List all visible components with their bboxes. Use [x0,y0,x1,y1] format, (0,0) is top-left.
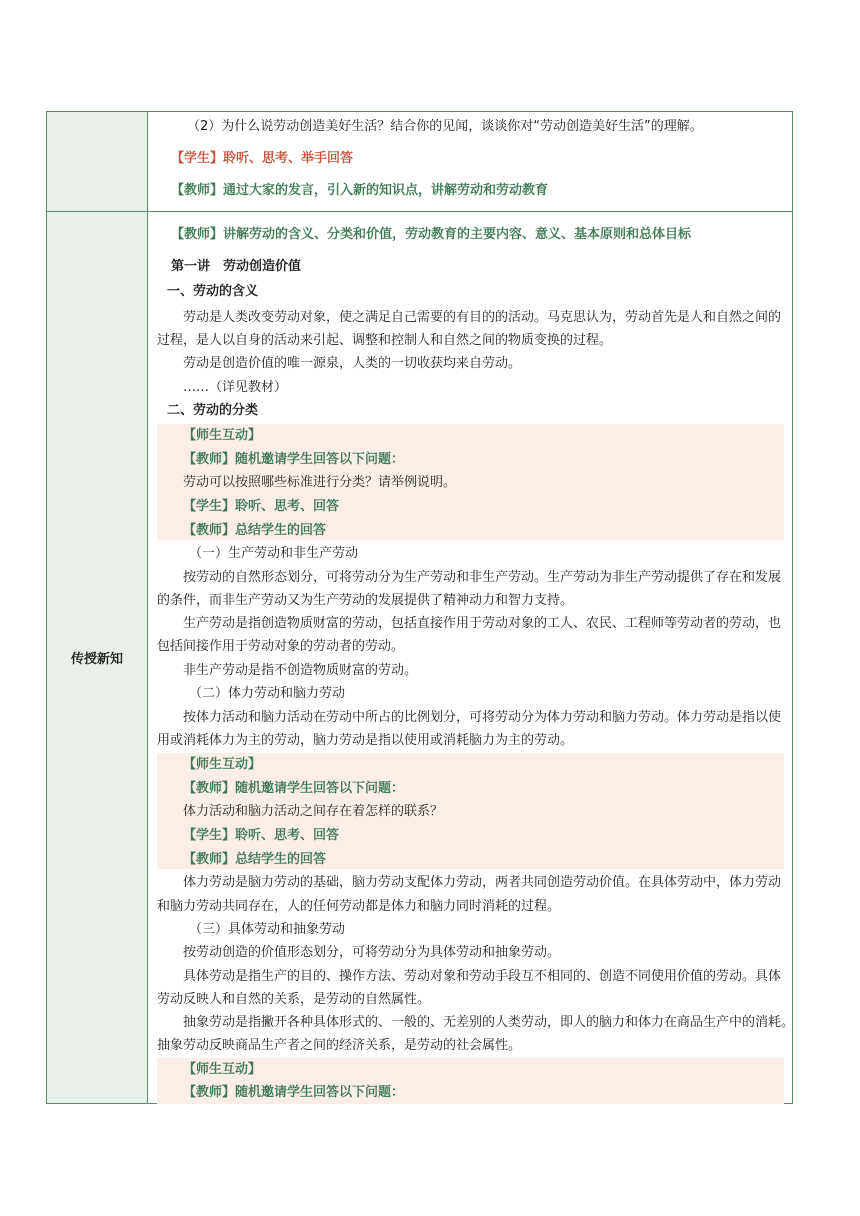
row-label: 传授新知 [70,652,123,667]
interaction-label: 【师生互动】 [183,428,262,443]
paragraph: 劳动是创造价值的唯一源泉，人类的一切收获均来自劳动。 [183,356,522,371]
row-label-cell [47,212,148,1103]
subsection-title: （二）体力劳动和脑力劳动 [189,686,346,701]
teacher-note: 【教师】通过大家的发言，引入新的知识点，讲解劳动和劳动教育 [171,183,549,198]
question: 劳动可以按照哪些标准进行分类？请举例说明。 [183,475,457,490]
lecture-title: 第一讲 劳动创造价值 [171,259,302,274]
lesson-table [46,111,793,1104]
interaction-label: 【师生互动】 [183,757,262,772]
paragraph: 劳动是人类改变劳动对象，使之满足自己需要的有目的的活动。马克思认为，劳动首先是人和自然之间的 [183,310,782,325]
teacher-question: 【教师】随机邀请学生回答以下问题： [183,1085,405,1100]
paragraph: 按劳动的自然形态划分，可将劳动分为生产劳动和非生产劳动。生产劳动为非生产劳动提供了存在和发展 [183,570,782,585]
teacher-question: 【教师】随机邀请学生回答以下问题： [183,781,405,796]
student-response: 【学生】聆听、思考、回答 [183,499,340,514]
subsection-title: （三）具体劳动和抽象劳动 [189,922,346,937]
paragraph: 的条件，而非生产劳动又为生产劳动的发展提供了精神动力和智力支持。 [157,593,574,608]
teacher-summary: 【教师】总结学生的回答 [183,523,327,538]
table-row [47,112,792,212]
paragraph: 体力劳动是脑力劳动的基础，脑力劳动支配体力劳动，两者共同创造劳动价值。在具体劳动中，体力劳动 [183,875,782,890]
table-row [47,212,795,1103]
question-2: （2）为什么说劳动创造美好生活？结合你的见闻，谈谈你对“劳动创造美好生活”的理解。 [187,119,703,134]
paragraph: 生产劳动是指创造物质财富的劳动，包括直接作用于劳动对象的工人、农民、工程师等劳动者的劳动，也 [183,616,782,631]
paragraph: 抽象劳动反映商品生产者之间的经济关系，是劳动的社会属性。 [157,1038,522,1053]
paragraph: 和脑力劳动共同存在，人的任何劳动都是体力和脑力同时消耗的过程。 [157,899,561,914]
section-title: 一、劳动的含义 [167,284,259,299]
paragraph: ……（详见教材） [183,380,288,395]
teacher-intro: 【教师】讲解劳动的含义、分类和价值，劳动教育的主要内容、意义、基本原则和总体目标 [171,227,692,242]
paragraph: 按劳动创造的价值形态划分，可将劳动分为具体劳动和抽象劳动。 [183,945,561,960]
paragraph: 按体力活动和脑力活动在劳动中所占的比例划分，可将劳动分为体力劳动和脑力劳动。体力劳动是指以使 [183,710,782,725]
paragraph: 抽象劳动是指撇开各种具体形式的、一般的、无差别的人类劳动，即人的脑力和体力在商品生产中的消耗。 [183,1015,795,1030]
paragraph: 包括间接作用于劳动对象的劳动者的劳动。 [157,639,405,654]
subsection-title: （一）生产劳动和非生产劳动 [189,546,359,561]
question: 体力活动和脑力活动之间存在着怎样的联系？ [183,804,444,819]
interaction-label: 【师生互动】 [183,1062,262,1077]
paragraph: 用或消耗体力为主的劳动，脑力劳动是指以使用或消耗脑力为主的劳动。 [157,733,574,748]
section-title: 二、劳动的分类 [167,403,259,418]
paragraph: 过程，是人以自身的活动来引起、调整和控制人和自然之间的物质变换的过程。 [157,333,613,348]
row-label-cell [47,112,148,211]
paragraph: 具体劳动是指生产的目的、操作方法、劳动对象和劳动手段互不相同的、创造不同使用价值的劳动。具体 [183,969,782,984]
student-response: 【学生】聆听、思考、举手回答 [171,151,354,166]
paragraph: 劳动反映人和自然的关系，是劳动的自然属性。 [157,992,431,1007]
teacher-summary: 【教师】总结学生的回答 [183,852,327,867]
paragraph: 非生产劳动是指不创造物质财富的劳动。 [183,663,418,678]
teacher-question: 【教师】随机邀请学生回答以下问题： [183,452,405,467]
student-response: 【学生】聆听、思考、回答 [183,828,340,843]
